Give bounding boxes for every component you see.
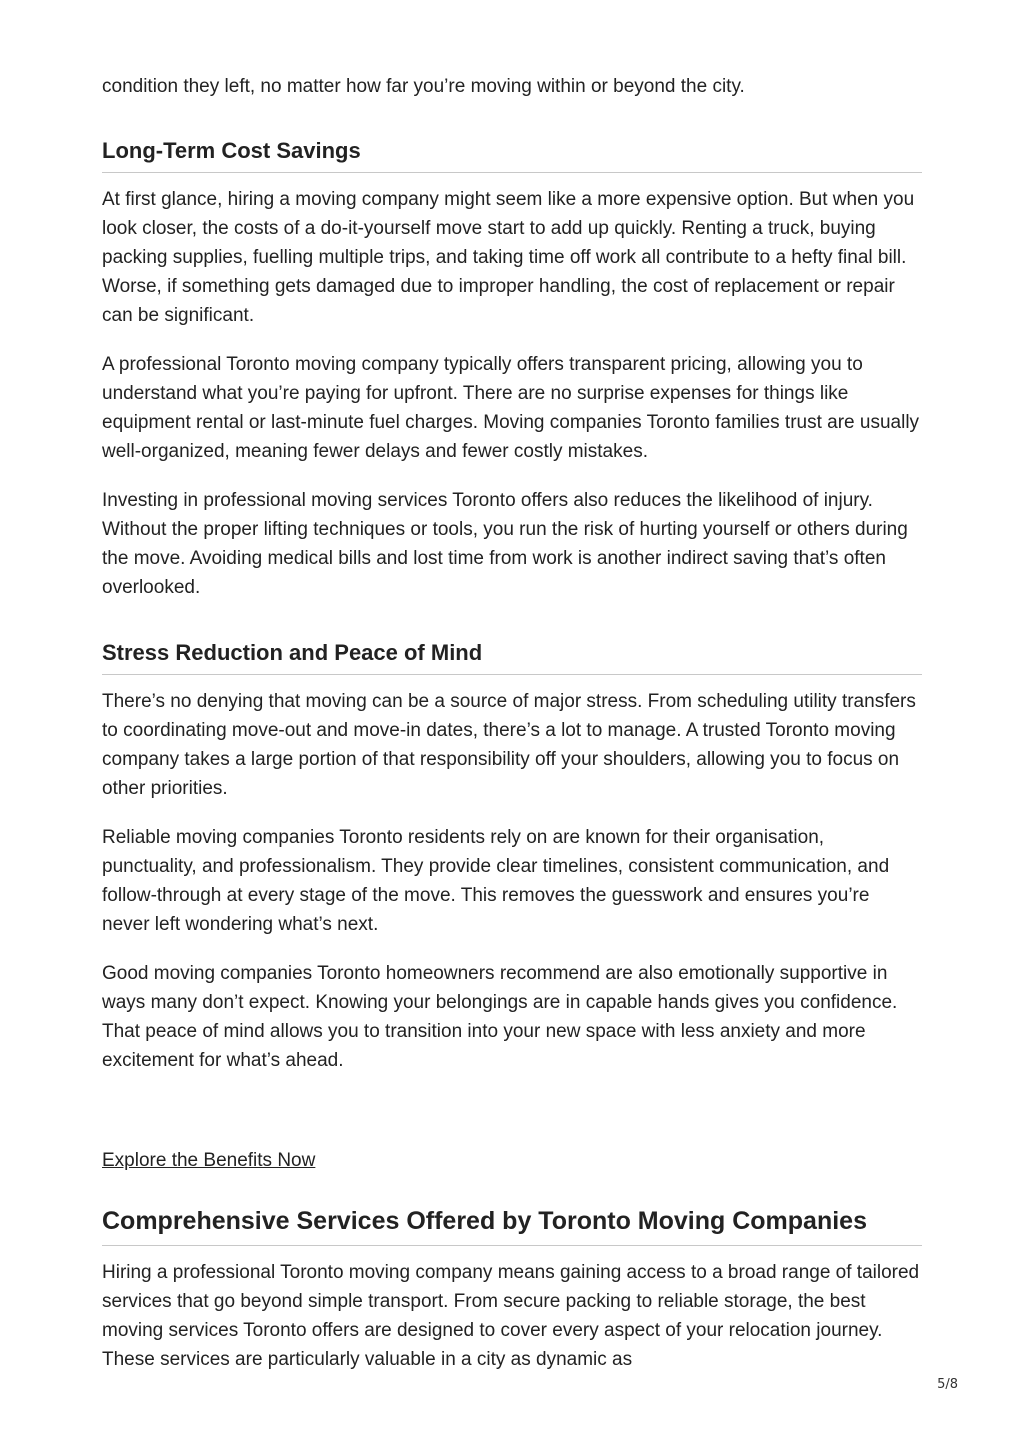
paragraph: There’s no denying that moving can be a source of major stress. From scheduling utility transfers to coordinating move-out and move-in dates, there’s a lot to manage. A trusted Toronto moving company takes a large portion of that responsibility off your shoulders, allowing you to focus on other priorities. bbox=[102, 691, 916, 799]
paragraph: Reliable moving companies Toronto residents rely on are known for their organisation, punctuality, and professionalism. They provide clear timelines, consistent communication, and follow-through at every stage of the move. This removes the guesswork and ensures you’re never left wondering what’s next. bbox=[102, 827, 890, 935]
paragraph: A professional Toronto moving company typically offers transparent pricing, allowing you to understand what you’re paying for upfront. There are no surprise expenses for things like equipment rental or last-minute fuel charges. Moving companies Toronto families trust are usually well-organized, meaning fewer delays and fewer costly mistakes. bbox=[102, 354, 920, 462]
paragraph: Investing in professional moving services Toronto offers also reduces the likelihood of injury. Without the proper lifting techniques or tools, you run the risk of hurting yourself or others during the move. Avoiding medical bills and lost time from work is another indirect saving that’s often overlooked. bbox=[102, 490, 908, 598]
document-body bbox=[102, 72, 922, 1374]
intro-line: condition they left, no matter how far you’re moving within or beyond the city. bbox=[102, 76, 745, 97]
explore-benefits-link[interactable]: Explore the Benefits Now bbox=[102, 1150, 316, 1171]
section-heading-cost-savings: Long-Term Cost Savings bbox=[102, 137, 922, 173]
paragraph: At first glance, hiring a moving company might seem like a more expensive option. But when you look closer, the costs of a do-it-yourself move start to add up quickly. Renting a truck, buying packing supplies, fuelling multiple trips, and taking time off work all contribute to a hefty final bill. Worse, if something gets damaged due to improper handling, the cost of replacement or repair can be significant. bbox=[102, 189, 915, 326]
paragraph: Hiring a professional Toronto moving company means gaining access to a broad range of tailored services that go beyond simple transport. From secure packing to reliable storage, the best moving services Toronto offers are designed to cover every aspect of your relocation journey. These services are particularly valuable in a city as dynamic as bbox=[102, 1262, 920, 1370]
cta-hidden-text: Ready for a hassle-free move? Learn why professionals make a difference. bbox=[102, 1099, 734, 1120]
paragraph: Good moving companies Toronto homeowners recommend are also emotionally supportive in ways many don’t expect. Knowing your belongings are in capable hands gives you confidence. That peace of mind allows you to transition into your new space with less anxiety and more excitement for what’s ahead. bbox=[102, 963, 898, 1071]
page-number: 5/8 bbox=[937, 1377, 958, 1392]
section-heading-stress-reduction: Stress Reduction and Peace of Mind bbox=[102, 639, 922, 675]
main-section-heading: Comprehensive Services Offered by Toronto Moving Companies bbox=[102, 1205, 922, 1246]
